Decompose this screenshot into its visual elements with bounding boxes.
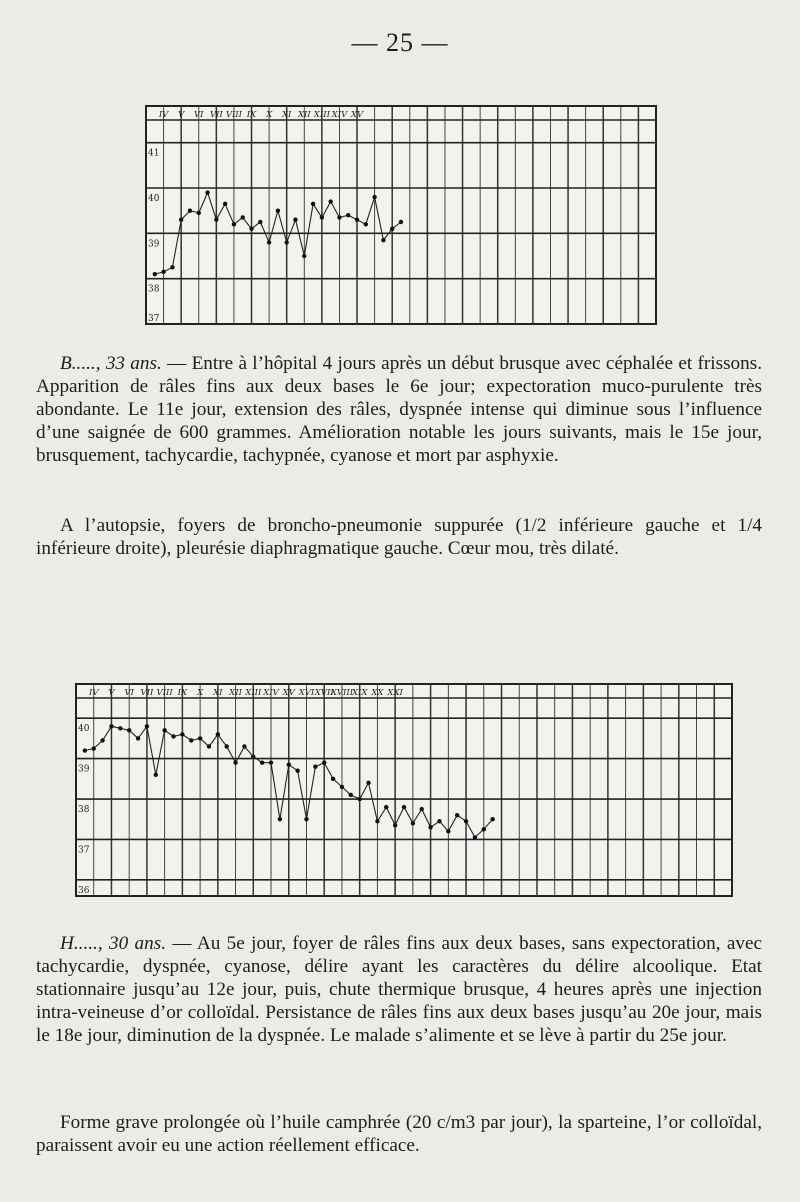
- temperature-point: [251, 754, 255, 758]
- temperature-point: [198, 736, 202, 740]
- temperature-point: [464, 819, 468, 823]
- day-label: VIII: [156, 688, 173, 698]
- temperature-point: [83, 748, 87, 752]
- day-label: XXI: [387, 688, 403, 698]
- day-label: XI: [213, 688, 223, 698]
- temperature-point: [420, 807, 424, 811]
- day-label: IV: [88, 688, 99, 698]
- day-label: XV: [282, 688, 295, 698]
- temperature-point: [145, 724, 149, 728]
- day-label: XIV: [331, 110, 348, 120]
- temperature-point: [171, 734, 175, 738]
- temperature-point: [109, 724, 113, 728]
- temperature-point: [311, 202, 315, 206]
- y-tick-label: 37: [78, 845, 90, 856]
- temperature-point: [207, 744, 211, 748]
- temperature-point: [214, 218, 218, 222]
- day-label: XIII: [245, 688, 262, 698]
- chart-frame: [146, 106, 656, 324]
- closing-text: Forme grave prolongée où l’huile camphrée (20 c/m3 par jour), la sparteine, l’or colloïdal, paraissent avoir eu une action réellement efficace.: [36, 1112, 762, 1156]
- temperature-point: [179, 218, 183, 222]
- temperature-point: [162, 728, 166, 732]
- temperature-point: [349, 793, 353, 797]
- day-label: IX: [177, 688, 188, 698]
- temperature-point: [337, 215, 341, 219]
- temperature-point: [455, 813, 459, 817]
- temperature-point: [223, 202, 227, 206]
- temperature-point: [340, 785, 344, 789]
- y-tick-label: 39: [78, 764, 90, 775]
- temperature-point: [118, 726, 122, 730]
- temperature-point: [100, 738, 104, 742]
- day-label: XIV: [263, 688, 279, 698]
- temperature-point: [189, 738, 193, 742]
- day-label: XVII: [314, 688, 334, 698]
- day-label: X: [266, 110, 273, 120]
- temperature-point: [241, 215, 245, 219]
- chart-frame: [76, 684, 732, 896]
- day-label: XII: [297, 110, 311, 120]
- case-b-autopsy: A l’autopsie, foyers de broncho-pneumonie suppurée (1/2 inférieure gauche et 1/4 inférieure droite), pleurésie diaphragmatique gauche. Cœur mou, très dilaté.: [36, 515, 762, 559]
- temperature-point: [346, 213, 350, 217]
- temperature-point: [170, 265, 174, 269]
- day-label: IV: [158, 110, 169, 120]
- day-label: IX: [246, 110, 257, 120]
- case-h-lead: H....., 30 ans.: [60, 933, 166, 954]
- day-label: VII: [140, 688, 154, 698]
- y-tick-label: 36: [78, 885, 90, 896]
- temperature-point: [293, 218, 297, 222]
- temperature-point: [205, 190, 209, 194]
- temperature-point: [161, 270, 165, 274]
- temperature-point: [278, 817, 282, 821]
- page-number: — 25 —: [351, 28, 449, 57]
- temperature-chart-b: [146, 106, 656, 324]
- temperature-point: [225, 744, 229, 748]
- temperature-point: [428, 825, 432, 829]
- day-label: VII: [209, 110, 223, 120]
- day-label: V: [108, 688, 115, 698]
- closing-paragraph: [36, 1111, 762, 1157]
- temperature-point: [393, 823, 397, 827]
- temperature-point: [304, 817, 308, 821]
- case-h-paragraph: [36, 932, 762, 1047]
- temperature-point: [381, 238, 385, 242]
- temperature-point: [490, 817, 494, 821]
- temperature-point: [320, 215, 324, 219]
- temperature-point: [331, 777, 335, 781]
- case-h-body: — Au 5e jour, foyer de râles fins aux deux bases, sans expectoration, avec tachycardie, dyspnée, cyanose, délire ayant les caractères du délire alcoolique. Etat stationnaire jusqu’au 12e jour, puis, chute thermique brusque, 4 heures après une injection intra-veineuse d’or colloïdal. Persistance de râles fins aux deux bases jusqu’au 20e jour, mais le 18e jour, diminution de la dyspnée. Le malade s’alimente et se lève à partir du 25e jour.: [36, 933, 762, 1046]
- day-label: XVI: [298, 688, 315, 698]
- y-tick-label: 38: [148, 284, 160, 295]
- y-tick-label: 37: [148, 314, 160, 324]
- temperature-point: [197, 211, 201, 215]
- temperature-point: [249, 227, 253, 231]
- temperature-point: [92, 746, 96, 750]
- case-b-lead: B....., 33 ans.: [60, 353, 162, 374]
- temperature-chart-h: [76, 684, 732, 896]
- day-label: XX: [371, 688, 384, 698]
- case-b-paragraph: [36, 352, 762, 467]
- temperature-point: [216, 732, 220, 736]
- temperature-point: [267, 240, 271, 244]
- temperature-point: [411, 821, 415, 825]
- day-label: V: [178, 110, 185, 120]
- temperature-point: [242, 744, 246, 748]
- temperature-point: [258, 220, 262, 224]
- temperature-point: [399, 220, 403, 224]
- temperature-point: [384, 805, 388, 809]
- temperature-point: [276, 208, 280, 212]
- temperature-point: [302, 254, 306, 258]
- day-label: VI: [124, 688, 134, 698]
- temperature-point: [437, 819, 441, 823]
- temperature-point: [284, 240, 288, 244]
- temperature-point: [357, 797, 361, 801]
- day-label: XIII: [313, 110, 330, 120]
- day-label: XI: [281, 110, 292, 120]
- y-tick-label: 38: [78, 805, 90, 816]
- temperature-point: [372, 195, 376, 199]
- day-label: XIX: [351, 688, 368, 698]
- day-label: VIII: [225, 110, 243, 120]
- y-tick-label: 41: [148, 148, 160, 159]
- temperature-point: [366, 781, 370, 785]
- temperature-point: [260, 760, 264, 764]
- day-label: X: [197, 688, 204, 698]
- temperature-point: [446, 829, 450, 833]
- temperature-point: [328, 199, 332, 203]
- temperature-point: [402, 805, 406, 809]
- case-b-autopsy-paragraph: [36, 514, 762, 560]
- temperature-point: [355, 218, 359, 222]
- temperature-point: [390, 227, 394, 231]
- temperature-point: [375, 819, 379, 823]
- y-tick-label: 40: [148, 194, 160, 204]
- temperature-point: [295, 769, 299, 773]
- temperature-point: [287, 762, 291, 766]
- temperature-point: [136, 736, 140, 740]
- temperature-point: [482, 827, 486, 831]
- y-tick-label: 39: [148, 239, 160, 250]
- day-label: VI: [194, 110, 204, 120]
- temperature-point: [127, 728, 131, 732]
- temperature-point: [313, 764, 317, 768]
- day-label: XII: [229, 688, 242, 698]
- case-b-body: — Entre à l’hôpital 4 jours après un début brusque avec céphalée et frissons. Apparition de râles fins aux deux bases le 6e jour; expectoration muco-purulente très abondante. Le 11e jour, extension des râles, dyspnée intense qui diminue sous l’influence d’une saignée de 600 grammes. Amélioration notable les jours suivants, mais le 15e jour, brusquement, tachycardie, tachypnée, cyanose et mort par asphyxie.: [36, 353, 762, 466]
- temperature-point: [473, 835, 477, 839]
- temperature-point: [232, 222, 236, 226]
- day-label: XVIII: [330, 688, 354, 698]
- temperature-point: [180, 732, 184, 736]
- temperature-point: [154, 773, 158, 777]
- temperature-point: [188, 208, 192, 212]
- day-label: XV: [350, 110, 364, 120]
- temperature-point: [269, 760, 273, 764]
- y-tick-label: 40: [78, 724, 90, 735]
- temperature-point: [322, 760, 326, 764]
- temperature-point: [233, 760, 237, 764]
- temperature-point: [153, 272, 157, 276]
- temperature-point: [364, 222, 368, 226]
